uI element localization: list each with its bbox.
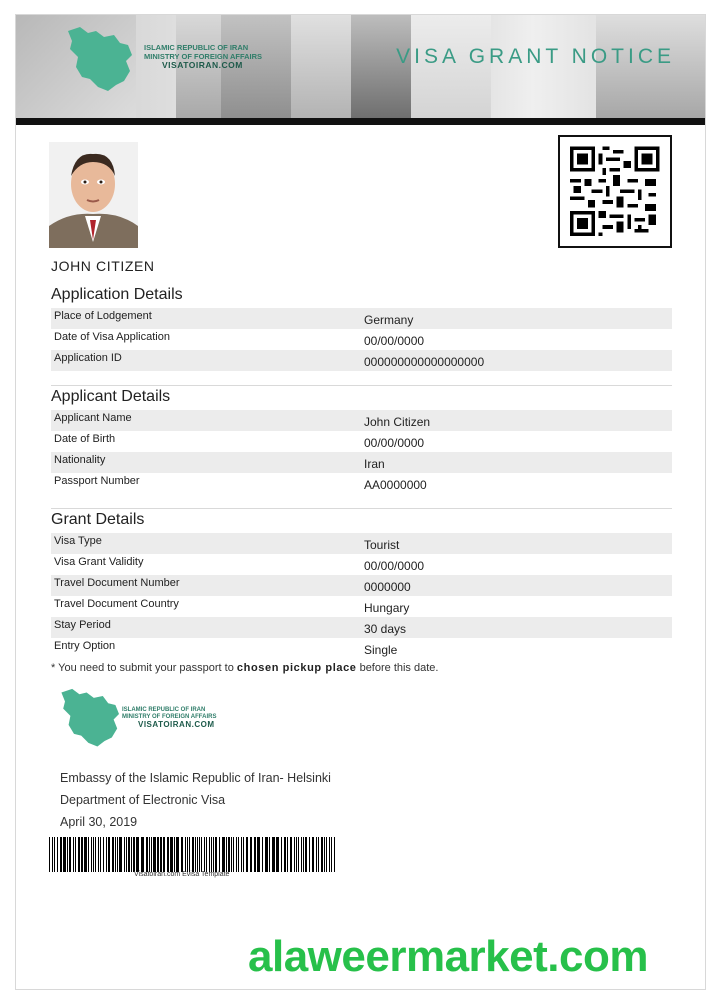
row-value: 00/00/0000 — [364, 334, 425, 348]
watermark-text: alaweermarket.com — [248, 932, 648, 981]
row-label: Stay Period — [54, 619, 111, 631]
applicant-name-heading: JOHN CITIZEN — [51, 258, 155, 274]
row-label: Nationality — [54, 454, 106, 466]
embassy-name: Embassy of the Islamic Republic of Iran- Helsinki — [60, 771, 331, 785]
application-details-table — [51, 308, 672, 371]
table-row — [51, 554, 672, 575]
logo-line2: MINISTRY OF FOREIGN AFFAIRS — [144, 52, 263, 61]
table-row — [51, 350, 672, 371]
footer-logo-site: VISATOIRAN.COM — [138, 720, 215, 729]
issue-date: April 30, 2019 — [60, 815, 138, 829]
row-value: AA0000000 — [364, 478, 427, 492]
iran-map-icon — [62, 23, 142, 98]
row-value: 0000000 — [364, 580, 411, 594]
row-value: Tourist — [364, 538, 400, 552]
barcode-caption: Visatoiran.com Evisa Template — [134, 871, 230, 878]
table-row — [51, 473, 672, 494]
row-value: 30 days — [364, 622, 407, 636]
grant-details-table — [51, 533, 672, 659]
table-row — [51, 533, 672, 554]
table-row — [51, 308, 672, 329]
table-row — [51, 617, 672, 638]
row-label: Travel Document Country — [54, 598, 179, 610]
section-divider — [51, 508, 672, 509]
section-divider — [51, 385, 672, 386]
applicant-photo — [49, 142, 138, 248]
table-row — [51, 410, 672, 431]
footer-logo-line1: ISLAMIC REPUBLIC OF IRAN — [122, 707, 206, 713]
row-label: Travel Document Number — [54, 577, 180, 589]
applicant-details-title: Applicant Details — [51, 388, 171, 405]
row-label: Passport Number — [54, 475, 140, 487]
logo-site: VISATOIRAN.COM — [162, 60, 243, 70]
note-emphasis: chosen pickup place — [236, 662, 357, 674]
table-row — [51, 596, 672, 617]
footer-logo-line2: MINISTRY OF FOREIGN AFFAIRS — [122, 714, 217, 720]
header-divider-bar — [16, 118, 705, 125]
note-prefix: * You need to submit your passport to — [51, 662, 237, 674]
visa-grant-notice-page — [15, 14, 706, 990]
row-label: Date of Birth — [54, 433, 116, 445]
table-row — [51, 452, 672, 473]
row-label: Application ID — [54, 352, 122, 364]
row-label: Visa Grant Validity — [54, 556, 144, 568]
table-row — [51, 638, 672, 659]
row-value: 00/00/0000 — [364, 436, 425, 450]
row-value: 000000000000000000 — [364, 355, 485, 369]
row-label: Applicant Name — [54, 412, 132, 424]
table-row — [51, 575, 672, 596]
pickup-note — [51, 662, 438, 674]
header-banner — [16, 15, 705, 118]
row-label: Place of Lodgement — [54, 310, 152, 322]
row-label: Date of Visa Application — [54, 331, 170, 343]
department-name: Department of Electronic Visa — [60, 793, 226, 807]
table-row — [51, 431, 672, 452]
page-title: VISA GRANT NOTICE — [396, 45, 675, 68]
grant-details-title: Grant Details — [51, 511, 145, 528]
row-value: Hungary — [364, 601, 410, 615]
logo-line1: ISLAMIC REPUBLIC OF IRAN — [144, 43, 249, 52]
application-details-title: Application Details — [51, 286, 183, 303]
issuer-block — [60, 767, 331, 833]
iran-map-icon — [56, 685, 128, 753]
row-label: Entry Option — [54, 640, 116, 652]
row-value: Iran — [364, 457, 385, 471]
barcode — [49, 837, 337, 872]
row-value: Germany — [364, 313, 414, 327]
qr-code — [558, 135, 672, 248]
row-value: John Citizen — [364, 415, 431, 429]
row-value: 00/00/0000 — [364, 559, 425, 573]
table-row — [51, 329, 672, 350]
footer-logo — [56, 685, 256, 755]
applicant-details-table — [51, 410, 672, 494]
row-label: Visa Type — [54, 535, 102, 547]
row-value: Single — [364, 643, 398, 657]
header-logo — [62, 23, 262, 103]
note-suffix: before this date. — [356, 662, 439, 674]
